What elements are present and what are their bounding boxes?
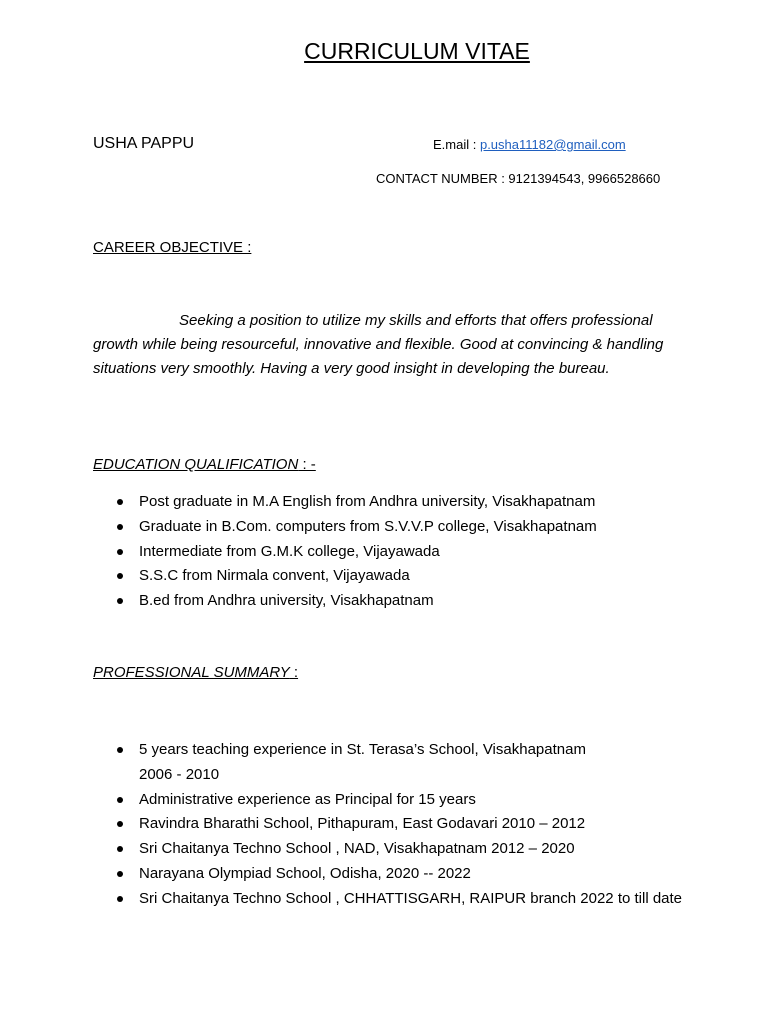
professional-summary-heading [93, 664, 298, 681]
career-objective-text [93, 309, 673, 381]
career-objective-heading: CAREER OBJECTIVE : [93, 239, 252, 256]
list-item: S.S.C from Nirmala convent, Vijayawada [93, 564, 693, 589]
professional-heading-suffix: : [289, 664, 299, 681]
education-heading-label: EDUCATION QUALIFICATION [93, 456, 299, 473]
email-label: E.mail : [433, 137, 480, 152]
candidate-name: USHA PAPPU [93, 135, 195, 152]
education-heading [93, 456, 316, 473]
list-item: Post graduate in M.A English from Andhra university, Visakhapatnam [93, 490, 693, 515]
email-link[interactable]: p.usha11182@gmail.com [479, 137, 626, 152]
education-heading-suffix: : - [298, 456, 316, 473]
list-item: Intermediate from G.M.K college, Vijayawada [93, 540, 693, 565]
list-item: Sri Chaitanya Techno School , NAD, Visakhapatnam 2012 – 2020 [93, 837, 693, 862]
list-item: Graduate in B.Com. computers from S.V.V.P college, Visakhapatnam [93, 515, 693, 540]
career-objective-body: Seeking a position to utilize my skills and efforts that offers professional growth while being resourceful, innovative and flexible. Good at convincing & handling situations very smoothly. Having a very good insight in developing the bureau. [93, 312, 664, 377]
list-item: Ravindra Bharathi School, Pithapuram, East Godavari 2010 – 2012 [93, 812, 693, 837]
professional-heading-label: PROFESSIONAL SUMMARY [93, 664, 290, 681]
list-item: B.ed from Andhra university, Visakhapatnam [93, 589, 693, 614]
contact-number: CONTACT NUMBER : 9121394543, 9966528660 [376, 171, 661, 186]
list-item: Narayana Olympiad School, Odisha, 2020 -- 2022 [93, 862, 693, 887]
list-item [93, 738, 693, 788]
education-list [93, 490, 693, 614]
email-line [433, 137, 626, 152]
document-title: CURRICULUM VITAE [304, 38, 530, 64]
professional-list [93, 738, 693, 912]
list-item-years: 2006 - 2010 [139, 765, 220, 783]
list-item: Sri Chaitanya Techno School , CHHATTISGARH, RAIPUR branch 2022 to till date [93, 887, 693, 912]
list-item: Administrative experience as Principal for 15 years [93, 788, 693, 813]
list-item-main: 5 years teaching experience in St. Terasa’s School, Visakhapatnam [139, 741, 586, 758]
